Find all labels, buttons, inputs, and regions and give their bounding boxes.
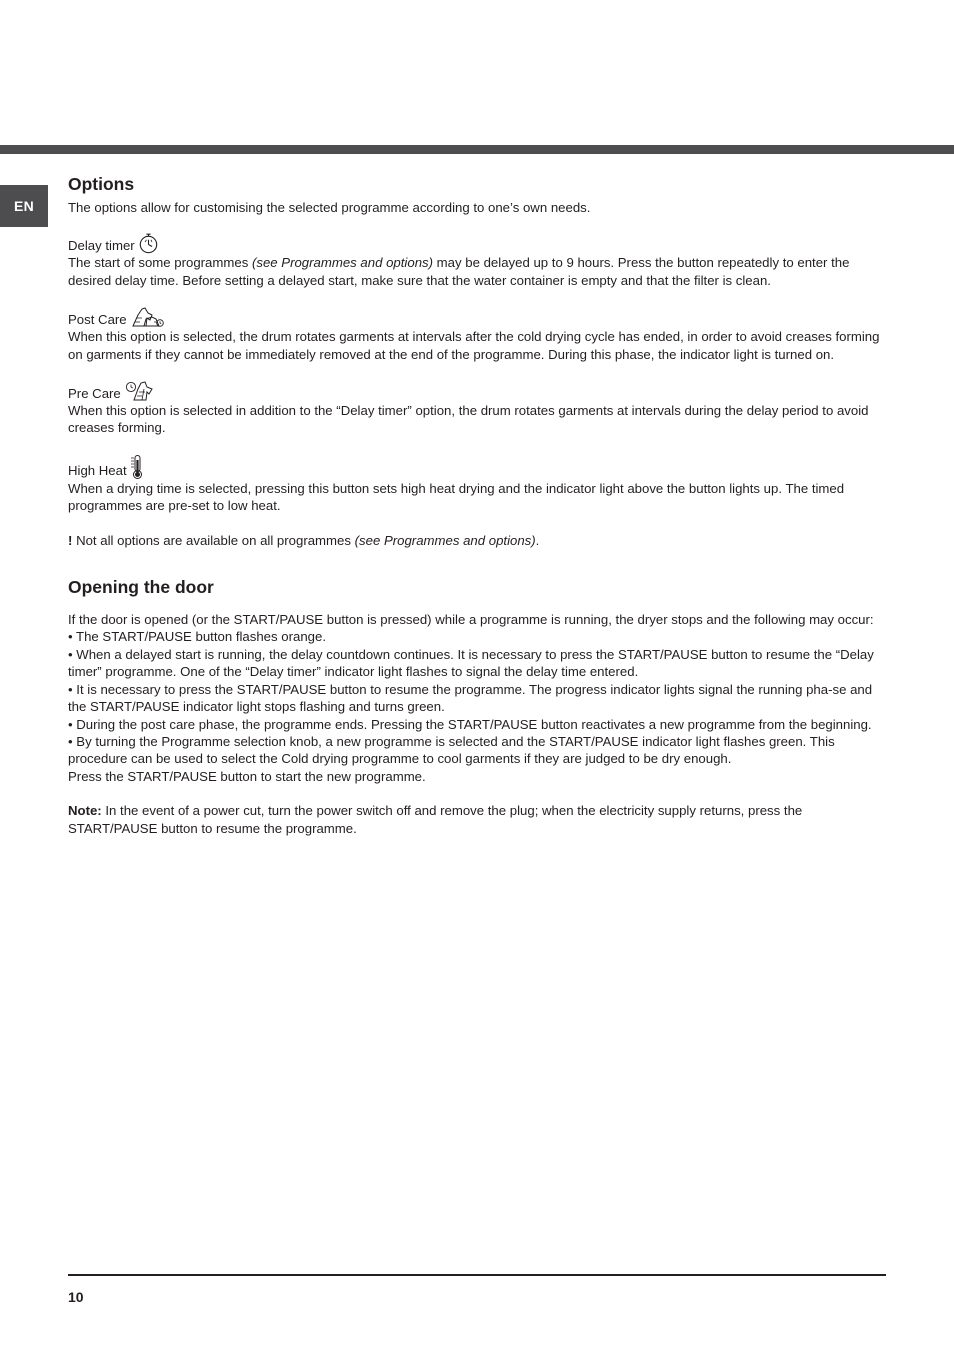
text-run: The start of some programmes [68, 255, 252, 271]
delay-timer-icon [138, 233, 159, 254]
text-run: may be delayed up to 9 hours. Press the button repeatedly to enter the desired delay time. Before setting a delayed start, make sure that the water container is empty and that the filter is clean. [68, 255, 850, 288]
note-label: Note: [68, 803, 102, 819]
option-high-heat [68, 454, 886, 515]
door-heading: Opening the door [68, 577, 214, 598]
cross-reference: (see Programmes and options) [354, 532, 536, 548]
option-title-label: High Heat [68, 463, 127, 479]
option-description: When this option is selected in addition to the “Delay timer” option, the drum rotates garments at intervals during the delay period to avoid creases forming. [68, 403, 869, 436]
option-description: When a drying time is selected, pressing this button sets high heat drying and the indicator light above the button lights up. The timed programmes are pre-set to low heat. [68, 480, 845, 514]
option-post-care [68, 306, 886, 363]
option-title [68, 454, 886, 480]
options-heading: Options [68, 174, 135, 194]
opening-door-section [68, 575, 886, 837]
option-description [68, 254, 886, 289]
bullet-item: • By turning the Programme selection knob, a new programme is selected and the START/PAUSE indicator light flashes green. This procedure can be used to select the Cold drying programme to cool garments if they are judged to be dry enough. [68, 733, 835, 767]
option-pre-care [68, 380, 886, 437]
page-number: 10 [68, 1289, 84, 1305]
option-title-label: Post Care [68, 311, 127, 327]
high-heat-icon [130, 454, 144, 480]
cross-reference: (see Programmes and options) [251, 255, 434, 271]
door-final-instruction: Press the START/PAUSE button to start the new programme. [68, 768, 426, 784]
option-title [68, 233, 886, 254]
option-title-label: Delay timer [68, 238, 135, 253]
text-run: In the event of a power cut, turn the power switch off and remove the plug; when the electricity supply returns, press the START/PAUSE button to resume the programme. [68, 803, 803, 836]
language-tab [0, 185, 48, 227]
language-label: EN [13, 198, 35, 214]
post-care-icon [130, 306, 164, 328]
bullet-item: • The START/PAUSE button flashes orange. [68, 629, 326, 645]
bullet-item: • It is necessary to press the START/PAUSE button to resume the programme. The progress indicator lights signal the running pha-se and the START/PAUSE indicator light stops flashing and turns green. [68, 681, 873, 715]
availability-warning [68, 532, 886, 549]
pre-care-icon [124, 380, 156, 402]
header-bar [0, 145, 954, 154]
door-intro: If the door is opened (or the START/PAUSE button is pressed) while a programme is running, the dryer stops and the following may occur: [68, 612, 874, 628]
option-title [68, 380, 886, 402]
option-title [68, 306, 886, 328]
footer-rule [68, 1274, 886, 1276]
warning-mark: ! [68, 532, 73, 548]
text-run: . [535, 532, 540, 548]
text-run: Not all options are available on all programmes [72, 532, 355, 548]
options-intro: The options allow for customising the selected programme according to one’s own needs. [68, 200, 591, 215]
bullet-item: • When a delayed start is running, the delay countdown continues. It is necessary to press the START/PAUSE button to resume the “Delay timer” programme. One of the “Delay timer” indicator light flashes to signal the delay time entered. [68, 646, 874, 680]
option-title-label: Pre Care [68, 385, 121, 401]
option-delay-timer [68, 233, 886, 289]
option-description: When this option is selected, the drum rotates garments at intervals after the cold drying cycle has ended, in order to avoid creases forming on garments if they cannot be immediately removed at the end of the programme. During this phase, the indicator light is turned on. [68, 329, 880, 362]
page-content [68, 172, 886, 837]
power-cut-note [68, 802, 886, 837]
bullet-item: • During the post care phase, the programme ends. Pressing the START/PAUSE button reactivates a new programme from the beginning. [68, 716, 872, 732]
